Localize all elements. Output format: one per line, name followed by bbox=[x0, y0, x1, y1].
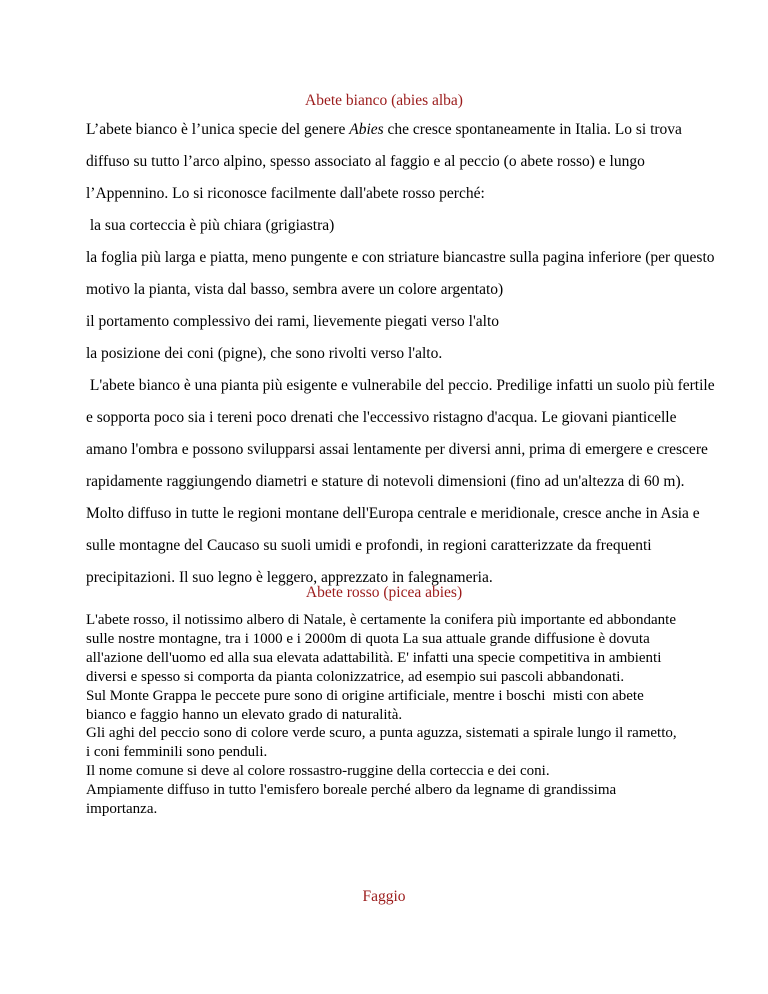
paragraph-line: Sul Monte Grappa le peccete pure sono di origine artificiale, mentre i boschi misti con abete bbox=[86, 687, 644, 704]
list-line: la sua corteccia è più chiara (grigiastra) bbox=[86, 217, 335, 234]
text-run: L’abete bianco è l’unica specie del genere bbox=[86, 121, 350, 138]
heading-abete-rosso: Abete rosso (picea abies) bbox=[305, 584, 463, 601]
paragraph-line: diversi e spesso si comporta da pianta colonizzatrice, ad esempio sui pascoli abbandonati. bbox=[86, 668, 625, 685]
paragraph-line: diffuso su tutto l’arco alpino, spesso associato al faggio e al peccio (o abete rosso) e lungo bbox=[86, 153, 645, 170]
list-line: il portamento complessivo dei rami, lievemente piegati verso l'alto bbox=[86, 313, 499, 330]
list-line: la posizione dei coni (pigne), che sono rivolti verso l'alto. bbox=[86, 345, 443, 362]
paragraph-line bbox=[86, 121, 682, 139]
paragraph-line: Gli aghi del peccio sono di colore verde scuro, a punta aguzza, sistemati a spirale lungo il rametto, bbox=[86, 725, 677, 742]
text-run: che cresce spontaneamente in Italia. Lo si trova bbox=[383, 121, 682, 138]
paragraph-line: Il nome comune si deve al colore rossastro-ruggine della corteccia e dei coni. bbox=[86, 763, 550, 780]
heading-abete-bianco: Abete bianco (abies alba) bbox=[305, 92, 463, 109]
heading-faggio: Faggio bbox=[362, 888, 406, 905]
paragraph-line: Ampiamente diffuso in tutto l'emisfero boreale perché albero da legname di grandissima bbox=[86, 782, 617, 799]
paragraph-line: Molto diffuso in tutte le regioni montane dell'Europa centrale e meridionale, cresce anche in Asia e bbox=[86, 505, 700, 522]
paragraph-line: precipitazioni. Il suo legno è leggero, apprezzato in falegnameria. bbox=[86, 569, 493, 586]
paragraph-line: rapidamente raggiungendo diametri e stature di notevoli dimensioni (fino ad un'altezza di 60 m). bbox=[86, 473, 685, 490]
paragraph-line: all'azione dell'uomo ed alla sua elevata adattabilità. E' infatti una specie competitiva in ambienti bbox=[86, 649, 662, 666]
paragraph-line: L'abete bianco è una pianta più esigente e vulnerabile del peccio. Predilige infatti un suolo più fertile bbox=[86, 377, 715, 394]
paragraph-line: amano l'ombra e possono svilupparsi assai lentamente per diversi anni, prima di emergere e crescere bbox=[86, 441, 708, 458]
paragraph-line: bianco e faggio hanno un elevato grado di naturalità. bbox=[86, 706, 403, 723]
list-line: motivo la pianta, vista dal basso, sembra avere un colore argentato) bbox=[86, 281, 504, 298]
paragraph-line: sulle nostre montagne, tra i 1000 e i 2000m di quota La sua attuale grande diffusione è dovuta bbox=[86, 630, 650, 647]
paragraph-line: e sopporta poco sia i tereni poco drenati che l'eccessivo ristagno d'acqua. Le giovani pianticelle bbox=[86, 409, 677, 426]
abete-rosso-text-block bbox=[86, 611, 706, 819]
paragraph-line: l’Appennino. Lo si riconosce facilmente dall'abete rosso perché: bbox=[86, 185, 485, 202]
paragraph-line: sulle montagne del Caucaso su suoli umidi e profondi, in regioni caratterizzate da frequenti bbox=[86, 537, 652, 554]
paragraph-line: importanza. bbox=[86, 801, 158, 818]
paragraph-line: i coni femminili sono penduli. bbox=[86, 744, 268, 761]
list-line: la foglia più larga e piatta, meno pungente e con striature biancastre sulla pagina inferiore (per questo bbox=[86, 249, 715, 266]
paragraph-line: L'abete rosso, il notissimo albero di Natale, è certamente la conifera più importante ed abbondante bbox=[86, 612, 676, 628]
italic-genus: Abies bbox=[349, 121, 384, 138]
